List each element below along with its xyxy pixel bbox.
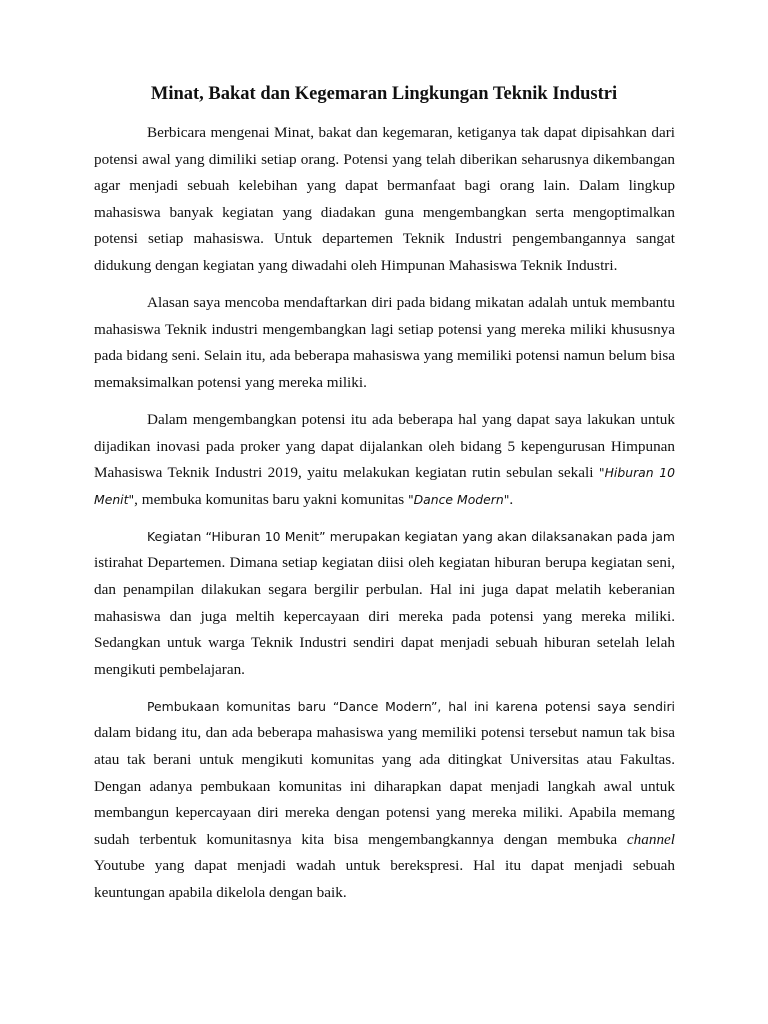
paragraph-1: Berbicara mengenai Minat, bakat dan kegemaran, ketiganya tak dapat dipisahkan dari potensi awal yang dimiliki setiap orang. Potensi yang telah diberikan seharusnya dikembangan agar menjadi sebuah kelebihan yang dapat bermanfaat bagi orang lain. Dalam lingkup mahasiswa banyak kegiatan yang diadakan guna mengembangkan serta mengoptimalkan potensi setiap mahasiswa. Untuk departemen Teknik Industri pengembangannya sangat didukung dengan kegiatan yang diwadahi oleh Himpunan Mahasiswa Teknik Industri. — [94, 124, 675, 274]
document-title: Minat, Bakat dan Kegemaran Lingkungan Teknik Industri — [150, 84, 618, 104]
channel-term: channel — [626, 830, 675, 848]
paragraph-2: Alasan saya mencoba mendaftarkan diri pada bidang mikatan adalah untuk membantu mahasiswa Teknik industri mengembangkan lagi setiap potensi yang mereka miliki khususnya pada bidang seni. Selain itu, ada beberapa mahasiswa yang memiliki potensi namun belum bisa memaksimalkan potensi yang mereka miliki. — [94, 294, 675, 391]
paragraph-4-lead: Kegiatan “Hiburan 10 Menit” merupakan kegiatan yang akan dilaksanakan pada jam — [147, 528, 675, 544]
paragraph-3-text-3: . — [509, 490, 514, 508]
paragraph-3 — [94, 407, 675, 513]
paragraph-5-lead: Pembukaan komunitas baru “Dance Modern”, hal ini karena potensi saya sendiri — [147, 698, 675, 714]
paragraph-3-text-2: , membuka komunitas baru yakni komunitas — [134, 490, 408, 508]
paragraph-4-rest: istirahat Departemen. Dimana setiap kegiatan diisi oleh kegiatan hiburan berupa kegiatan seni, dan penampilan dilakukan segara bergilir perbulan. Hal ini juga dapat melatih keberanian mahasiswa dan juga meltih kepercayaan diri mereka pada potensi yang mereka miliki. Sedangkan untuk warga Teknik Industri sendiri dapat menjadi sebuah hiburan setelah lelah mengikuti pembelajaran. — [94, 554, 675, 678]
dance-modern-term: "Dance Modern" — [407, 491, 510, 507]
paragraph-3-text-1: Dalam mengembangkan potensi itu ada beberapa hal yang dapat saya lakukan untuk dijadikan inovasi pada proker yang dapat dijalankan oleh bidang 5 kepengurusan Himpunan Mahasiswa Teknik Industri 2019, yaitu melakukan kegiatan rutin sebulan sekali — [94, 410, 675, 482]
paragraph-4 — [94, 524, 675, 684]
hiburan-10-menit-term: "Hiburan 10 Menit" — [94, 465, 675, 507]
document-body — [94, 120, 675, 917]
paragraph-5-text-2: Youtube yang dapat menjadi wadah untuk berekspresi. Hal itu dapat menjadi sebuah keuntungan apabila dikelola dengan baik. — [94, 857, 675, 902]
paragraph-5-text-1: dalam bidang itu, dan ada beberapa mahasiswa yang memiliki potensi tersebut namun tak bisa atau tak berani untuk mengikuti komunitas yang ada ditingkat Universitas atau Fakultas. Dengan adanya pembukaan komunitas ini diharapkan dapat menjadi langkah awal untuk membangun kepercayaan diri mereka dengan potensi yang mereka miliki. Apabila memang sudah terbentuk komunitasnya kita bisa mengembangkannya dengan membuka — [94, 724, 675, 848]
paragraph-5 — [94, 694, 675, 907]
